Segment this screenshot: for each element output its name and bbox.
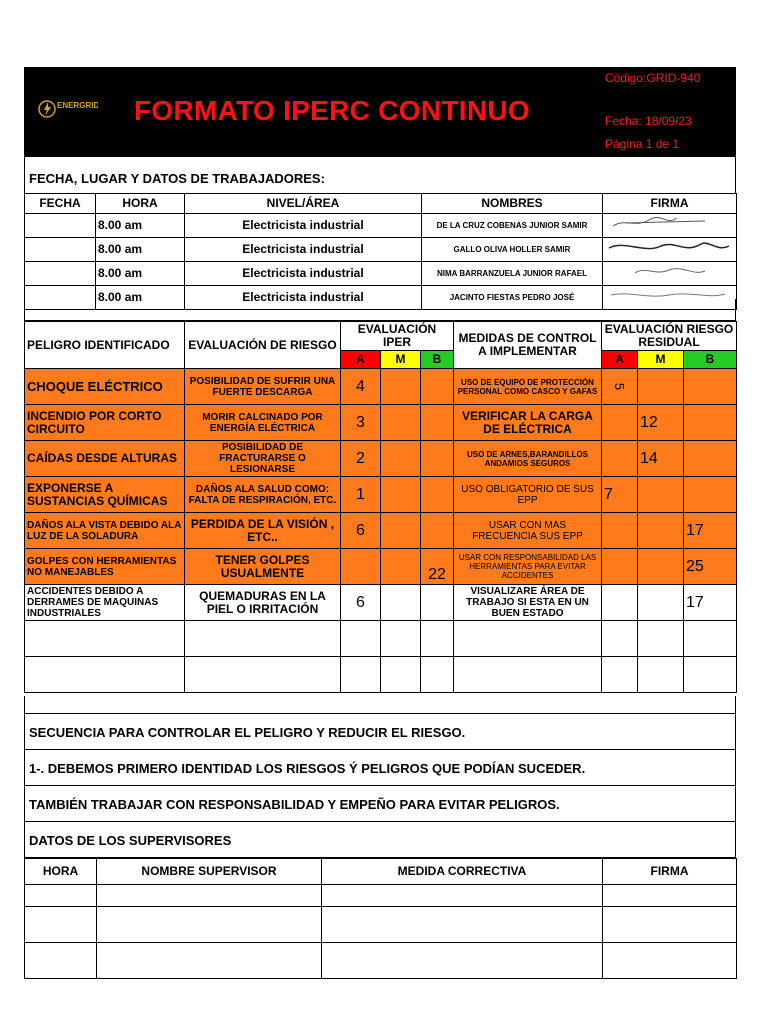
- worker-hora: 8.00 am: [96, 238, 185, 262]
- worker-nombre: DE LA CRUZ COBENAS JUNIOR SAMIR: [422, 214, 603, 238]
- spacer-row: [24, 696, 736, 714]
- risk-res-m: 14: [638, 441, 684, 477]
- risk-iper-a: 6: [341, 513, 381, 549]
- col-sup-nombre: NOMBRE SUPERVISOR: [97, 859, 322, 885]
- risk-res-m: [638, 513, 684, 549]
- worker-row: [25, 238, 737, 262]
- form-header: [24, 67, 736, 157]
- risk-iper-b: [421, 513, 454, 549]
- form-page: Página 1 de 1: [605, 137, 680, 151]
- risk-row: [25, 549, 737, 585]
- worker-hora: 8.00 am: [96, 262, 185, 286]
- risk-iper-a: 1: [341, 477, 381, 513]
- form-title: FORMATO IPERC CONTINUO: [134, 95, 531, 126]
- form-code: Código:GRID-940: [605, 71, 701, 85]
- sequence-line-1: 1-. DEBEMOS PRIMERO IDENTIDAD LOS RIESGOS Ý PELIGROS QUE PODÍAN SUCEDER.: [29, 761, 586, 776]
- risk-evaluacion: DAÑOS ALA SALUD COMO: FALTA DE RESPIRACIÓN, ETC.: [185, 477, 341, 513]
- risk-res-m: [638, 549, 684, 585]
- risk-evaluacion: POSIBILIDAD DE FRACTURARSE O LESIONARSE: [185, 441, 341, 477]
- risk-res-a: [602, 405, 638, 441]
- worker-row: [25, 214, 737, 238]
- risk-res-a: [602, 441, 638, 477]
- risk-res-b: [684, 477, 737, 513]
- sequence-line-2-row: [24, 786, 736, 822]
- sequence-title-row: [24, 714, 736, 750]
- worker-signature: [603, 238, 737, 262]
- risk-peligro: EXPONERSE A SUSTANCIAS QUÍMICAS: [25, 477, 185, 513]
- risk-header-row: [25, 322, 737, 351]
- risk-row: [25, 441, 737, 477]
- risk-peligro: CHOQUE ELÉCTRICO: [25, 369, 185, 405]
- worker-nombre: JACINTO FIESTAS PEDRO JOSÉ: [422, 286, 603, 310]
- risk-iper-b: 22: [421, 549, 454, 585]
- risk-peligro: CAÍDAS DESDE ALTURAS: [25, 441, 185, 477]
- risk-res-b: 25: [684, 549, 737, 585]
- header-residual: EVALUACIÓN RIESGO RESIDUAL: [602, 322, 737, 351]
- risk-res-b: 17: [684, 585, 737, 621]
- col-nivel-area: NIVEL/ÁREA: [185, 194, 422, 214]
- risk-iper-b: [421, 441, 454, 477]
- risk-row: [25, 585, 737, 621]
- risk-iper-a: 2: [341, 441, 381, 477]
- risk-medida: USO DE EQUIPO DE PROTECCIÓN PERSONAL COMO CASCO Y GAFAS: [454, 369, 602, 405]
- risk-table: [24, 321, 737, 693]
- workers-header-row: [25, 194, 737, 214]
- worker-hora: 8.00 am: [96, 214, 185, 238]
- col-firma: FIRMA: [603, 194, 737, 214]
- supervisor-row-empty: [25, 907, 737, 943]
- risk-iper-a: [341, 549, 381, 585]
- sequence-line-1-row: [24, 750, 736, 786]
- risk-res-m: [638, 585, 684, 621]
- risk-res-a: 7: [602, 477, 638, 513]
- risk-iper-a: 6: [341, 585, 381, 621]
- risk-iper-m: [381, 441, 421, 477]
- risk-row: [25, 513, 737, 549]
- risk-res-b: [684, 369, 737, 405]
- risk-iper-a: 3: [341, 405, 381, 441]
- risk-evaluacion: POSIBILIDAD DE SUFRIR UNA FUERTE DESCARGA: [185, 369, 341, 405]
- supervisors-table: [24, 858, 737, 979]
- risk-evaluacion: PERDIDA DE LA VISIÓN , ETC..: [185, 513, 341, 549]
- risk-evaluacion: TENER GOLPES USUALMENTE: [185, 549, 341, 585]
- worker-fecha: [25, 262, 96, 286]
- col-sup-medida: MEDIDA CORRECTIVA: [322, 859, 603, 885]
- risk-iper-m: [381, 405, 421, 441]
- header-medidas: MEDIDAS DE CONTROL A IMPLEMENTAR: [454, 322, 602, 369]
- sequence-line-2: TAMBIÉN TRABAJAR CON RESPONSABILIDAD Y EMPEÑO PARA EVITAR PELIGROS.: [29, 797, 560, 812]
- risk-res-a: [602, 513, 638, 549]
- form-date: Fecha: 18/09/23: [605, 114, 692, 128]
- risk-peligro: GOLPES CON HERRAMIENTAS NO MANEJABLES: [25, 549, 185, 585]
- risk-res-m: [638, 477, 684, 513]
- risk-res-b: [684, 405, 737, 441]
- risk-iper-b: [421, 585, 454, 621]
- supervisors-title-row: [24, 822, 736, 858]
- risk-medida: USAR CON RESPONSABILIDAD LAS HERRAMIENTAS PARA EVITAR ACCIDENTES: [454, 549, 602, 585]
- risk-row: [25, 369, 737, 405]
- col-fecha: FECHA: [25, 194, 96, 214]
- header-res-b: B: [684, 351, 737, 369]
- header-iper-a: A: [341, 351, 381, 369]
- risk-medida: USO DE ARNES,BARANDILLOS ANDAMIOS SEGUROS: [454, 441, 602, 477]
- workers-table: [24, 193, 737, 310]
- risk-peligro: ACCIDENTES DEBIDO A DERRAMES DE MAQUINAS INDUSTRIALES: [25, 585, 185, 621]
- risk-row: [25, 477, 737, 513]
- header-iper-b: B: [421, 351, 454, 369]
- risk-res-b: 17: [684, 513, 737, 549]
- supervisors-header-row: [25, 859, 737, 885]
- risk-peligro: DAÑOS ALA VISTA DEBIDO ALA LUZ DE LA SOLADURA: [25, 513, 185, 549]
- risk-medida: VISUALIZARE ÁREA DE TRABAJO SI ESTA EN UN BUEN ESTADO: [454, 585, 602, 621]
- supervisors-title: DATOS DE LOS SUPERVISORES: [29, 833, 232, 848]
- risk-medida: USAR CON MAS FRECUENCIA SUS EPP: [454, 513, 602, 549]
- worker-nombre: NIMA BARRANZUELA JUNIOR RAFAEL: [422, 262, 603, 286]
- workers-section-title: FECHA, LUGAR Y DATOS DE TRABAJADORES:: [29, 171, 325, 186]
- workers-section-title-row: [24, 157, 736, 194]
- risk-iper-m: [381, 585, 421, 621]
- worker-signature: [603, 262, 737, 286]
- risk-res-a: [602, 549, 638, 585]
- risk-row-empty: [25, 657, 737, 693]
- risk-iper-a: 4: [341, 369, 381, 405]
- worker-area: Electricista industrial: [185, 214, 422, 238]
- risk-iper-b: [421, 369, 454, 405]
- col-nombres: NOMBRES: [422, 194, 603, 214]
- supervisor-row-empty: [25, 885, 737, 907]
- worker-hora: 8.00 am: [96, 286, 185, 310]
- risk-medida: USO OBLIGATORIO DE SUS EPP: [454, 477, 602, 513]
- risk-res-a: [602, 369, 638, 405]
- iperc-form: [24, 67, 736, 878]
- company-logo: [38, 95, 98, 125]
- risk-iper-m: [381, 549, 421, 585]
- risk-iper-b: [421, 477, 454, 513]
- worker-signature: [603, 214, 737, 238]
- spacer-row: [24, 299, 736, 321]
- risk-evaluacion: QUEMADURAS EN LA PIEL O IRRITACIÓN: [185, 585, 341, 621]
- risk-iper-b: [421, 405, 454, 441]
- worker-area: Electricista industrial: [185, 238, 422, 262]
- risk-res-a: [602, 585, 638, 621]
- risk-row: [25, 405, 737, 441]
- header-iper-m: M: [381, 351, 421, 369]
- header-evaluacion: EVALUACIÓN DE RIESGO: [185, 322, 341, 369]
- risk-peligro: INCENDIO POR CORTO CIRCUITO: [25, 405, 185, 441]
- risk-res-b: [684, 441, 737, 477]
- col-hora: HORA: [96, 194, 185, 214]
- svg-text:ENERGRID: ENERGRID: [57, 101, 98, 110]
- header-res-m: M: [638, 351, 684, 369]
- risk-res-m: [638, 369, 684, 405]
- worker-fecha: [25, 238, 96, 262]
- risk-res-a-value: 5: [611, 382, 627, 390]
- worker-nombre: GALLO OLIVA HOLLER SAMIR: [422, 238, 603, 262]
- risk-iper-m: [381, 477, 421, 513]
- sequence-title: SECUENCIA PARA CONTROLAR EL PELIGRO Y REDUCIR EL RIESGO.: [29, 725, 466, 740]
- col-sup-hora: HORA: [25, 859, 97, 885]
- risk-medida: VERIFICAR LA CARGA DE ELÉCTRICA: [454, 405, 602, 441]
- worker-fecha: [25, 214, 96, 238]
- risk-iper-m: [381, 369, 421, 405]
- header-iper: EVALUACIÓN IPER: [341, 322, 454, 351]
- header-peligro: PELIGRO IDENTIFICADO: [25, 322, 185, 369]
- risk-row-empty: [25, 621, 737, 657]
- risk-evaluacion: MORIR CALCINADO POR ENERGÍA ELÉCTRICA: [185, 405, 341, 441]
- risk-res-m: 12: [638, 405, 684, 441]
- worker-area: Electricista industrial: [185, 262, 422, 286]
- worker-row: [25, 262, 737, 286]
- worker-area: Electricista industrial: [185, 286, 422, 310]
- risk-iper-m: [381, 513, 421, 549]
- supervisor-row-empty: [25, 943, 737, 979]
- col-sup-firma: FIRMA: [603, 859, 737, 885]
- header-res-a: A: [602, 351, 638, 369]
